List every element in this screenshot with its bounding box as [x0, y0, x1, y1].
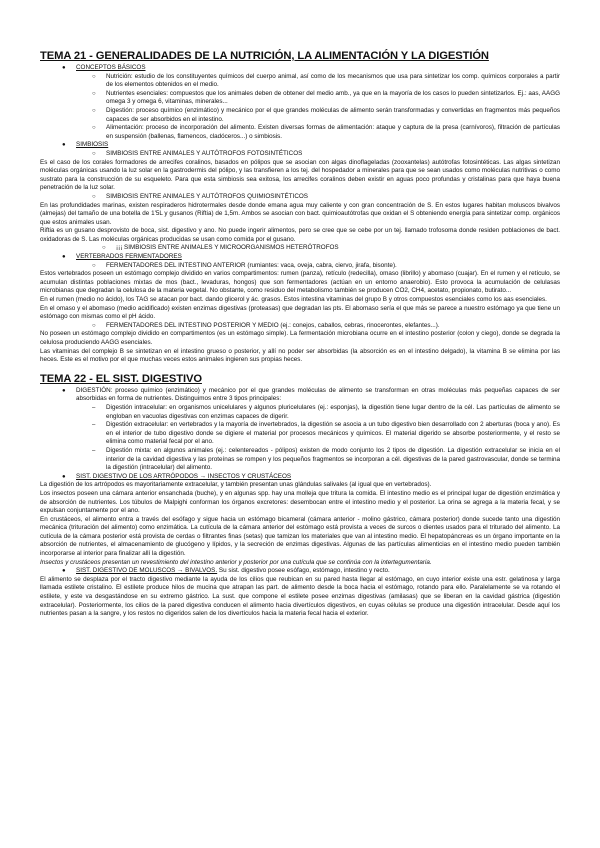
list-item: [40, 387, 560, 404]
circle-bullet-icon: ○: [92, 125, 96, 132]
concepto-nutrientes: Nutrientes esenciales: compuestos que los animales deben de obtener del medio amb., ya que en la mayoría de los casos lo pueden sintetizarlos. Ej.: aas, AAGG omega 3 y omega 6, vitaminas, minerales...: [106, 89, 560, 106]
circle-bullet-icon: ○: [92, 193, 96, 200]
list-item: [40, 124, 560, 141]
dash-bullet-icon: –: [92, 422, 96, 429]
moluscos-inline: Su sist. digestivo posee esófago, estómago, intestino y recto.: [218, 567, 390, 575]
insectos-crustaceos-final: Insectos y crustáceos presentan un revestimiento del intestino anterior y posterior por una cutícula que se continúa con la intertegumentaria.: [40, 558, 432, 566]
bullet-icon: ●: [62, 568, 66, 575]
moluscos-text: El alimento se desplaza por el tracto digestivo mediante la ayuda de los cilios que reubican en su pared hasta llegar al estómago, en cuyo interior existe una estr. gelatinosa y larga llamada estilete cristalino. El estilete produce hilos de mucina que atrapan las part. de alimento desde la boca hacia el estómago, rotando para ello. Paralelamente se va rotando el estilete, y este va desgastándose en su extremo gástrico. La sust. que compone el estilete posee enzimas digestivas (amilasas) que se liberan en la cavidad gástrica (digestión extracelular). Posteriormente, los cilios de la pared digestiva conducen el alimento hacia divertículos digestivos, en cuyas células se produce una digestión intracelular. Desde aquí los nutrientes pasan a la sangre, y los restos no digeridos salen de los divertículos hacia la materia fecal hacia el exterior.: [40, 575, 560, 618]
tema21-title: TEMA 21 - GENERALIDADES DE LA NUTRICIÓN, LA ALIMENTACIÓN Y LA DIGESTIÓN: [40, 50, 489, 62]
digestion-mixta: Digestión mixta: en algunos animales (ej.: celentereados - pólipos) existen de modo conjunto los 2 tipos de digestión. La digestión extracelular se inicia en el interior de la cavidad digestiva y las proteínas se rompen y los pequeños fragmentos se incorporan a cél. digestivas de la pared gastrovascular, donde se termina la digestión (intracelular) del alimento.: [106, 446, 560, 472]
digestion-intracelular: Digestión intracelular: en organismos unicelulares y algunos pluricelulares (ej.: esponjas), la digestión tiene lugar dentro de la cél. Las partículas de alimento se engloban en vacuolas digestivas con enzimas capaces de digerir.: [106, 403, 560, 420]
simbiosis-microorganismos-heading: ¡¡¡ SIMBIOSIS ENTRE ANIMALES Y MICROORGANISMOS HETERÓTROFOS: [116, 244, 339, 252]
bullet-icon: ●: [62, 387, 66, 394]
fermentadores-anterior-heading: FERMENTADORES DEL INTESTINO ANTERIOR (rumiantes: vaca, oveja, cabra, ciervo, jirafa, bisonte).: [106, 261, 397, 269]
concepto-digestion: Digestión: proceso químico (enzimático) y mecánico por el que grandes moléculas de alimento serán transformadas y convertidas en fragmentos más pequeños capaces de ser absorbidos en el intestino.: [106, 106, 560, 123]
circle-bullet-icon: ○: [92, 262, 96, 269]
list-item: [40, 90, 560, 107]
simbiosis-heading: SIMBIOSIS: [76, 141, 109, 149]
moluscos-heading: SIST. DIGESTIVO DE MOLUSCOS → BIVALVOS.: [76, 567, 218, 575]
circle-bullet-icon: ○: [92, 107, 96, 114]
fermentadores-posterior-heading: FERMENTADORES DEL INTESTINO POSTERIOR Y MEDIO (ej.: conejos, caballos, cebras, rinocerontes, elefantes...).: [106, 321, 440, 329]
list-item: [40, 253, 560, 262]
fermentadores-anterior-text-2: En el rumen (medio no ácido), los TAG se atacan por bact. dando glicerol y ác. grasos. Estos intestina vitaminas del grupo B y otros compuestos esenciales como los aas esenciales.: [40, 296, 547, 304]
list-item: [40, 473, 560, 482]
dash-bullet-icon: –: [92, 447, 96, 454]
crustaceos-text: En crustáceos, el alimento entra a través del esófago y sigue hacia un estómago bicameral (cámara anterior - molino gástrico, cámara posterior) donde sucede tanto una digestión mecánica (trituración del alimento) como enzimática. La cutícula de la cámara anterior del estómago está provista a veces de surcos o dientes usados para el triturado del alimento. La cutícula de la cámara posterior está provista de cerdas o filtrantes finas (setas) que tamizan los materiales que van al intestino medio. El hepatopáncreas es un órgano importante en la absorción de nutrientes, el almacenamiento de glucógeno y lípidos, y la secreción de enzimas digestivas. Algunas de las partículas alimenticias en el intestino medio pueden también incorporarse al interior para finalizar allí la digestión.: [40, 515, 560, 558]
list-item: [40, 64, 560, 73]
list-item: [40, 421, 560, 447]
dash-bullet-icon: –: [92, 404, 96, 411]
concepto-alimentacion: Alimentación: proceso de incorporación del alimento. Existen diversas formas de alimentación: ataque y captura de la presa (carnívoros), filtración de partículas en suspensión (ballenas, flamencos, cladóceros...) o simbiosis.: [106, 124, 560, 140]
list-item: [40, 107, 560, 124]
circle-bullet-icon: ○: [92, 90, 96, 97]
simbiosis-quimiosinteticos-heading: SIMBIOSIS ENTRE ANIMALES Y AUTÓTROFOS QUIMIOSINTÉTICOS: [106, 192, 309, 200]
riftia-text: Riftia es un gusano desprovisto de boca, sist. digestivo y ano. No puede ingerir alimentos, pero se cree que se cebe por un tej. llamado trofosoma donde residen poblaciones de bact. oxidadoras de S. Las moléculas orgánicas producidas se usan como comida por el gusano.: [40, 227, 560, 243]
bullet-icon: ●: [62, 65, 66, 71]
list-item: [40, 404, 560, 421]
list-item: [40, 150, 560, 159]
list-item: [40, 567, 560, 576]
fermentadores-posterior-text: No poseen un estómago complejo dividido en compartimentos (es un estómago simple). La fermentación microbiana ocurre en el intestino posterior (colon y ciego), donde se degrada la celulosa produciendo AAGG esenciales.: [40, 330, 560, 346]
circle-bullet-icon: ○: [92, 322, 96, 329]
digestion-extracelular: Digestión extracelular: en vertebrados y la mayoría de invertebrados, la digestión se asocia a un tubo digestivo bien desarrollado con 2 aberturas (boca y ano). Es en el interior de tubo digestivo donde se digiere el material por procesos mecánicos y químicos. El material digerido se absorbe posteriormente, y el resto se elimina como material fecal por el ano.: [106, 421, 560, 446]
conceptos-heading: CONCEPTOS BÁSICOS: [76, 64, 146, 71]
circle-bullet-icon: ○: [92, 150, 96, 157]
fermentadores-anterior-text-3: En el omaso y el abomaso (medio acidificado) existen enzimas digestivas (proteasas) que degradan las pts. El abomaso sería el que más se parece a nuestro estómago ya que tiene un estómago con mismas como el pH ácido.: [40, 304, 560, 321]
simbiosis-quimiosinteticos-text: En las profundidades marinas, existen respiraderos hidrotermales desde donde emana agua muy caliente y con gran concentración de S. En estos lugares habitan moluscos bivalvos (almejas) del tamaño de una botella de 1'5L y gusanos (Riftia) de 1,5m. Ambos se asocian con bact. quimioautótrofas que oxidan el S obteniendo energía para sintetizar comp. orgánicos que estos animales usan.: [40, 201, 560, 226]
artropodos-text: La digestión de los artrópodos es mayoritariamente extracelular, y también presentan unas glándulas salivales (al igual que en vertebrados).: [40, 481, 432, 489]
fermentadores-posterior-text-2: Las vitaminas del complejo B se sintetizan en el intestino grueso o posterior, y allí no poder ser absorbidas (la absorción es en el intestino delgado), la vitamina B se elimina por las heces. Este es el motivo por el que muchas veces estos animales ingieren sus propias heces.: [40, 347, 560, 364]
insectos-text: Los insectos poseen una cámara anterior ensanchada (buche), y en algunas spp. hay una molleja que tritura la comida. El intestino medio es el principal lugar de digestión enzimática y de absorción de nutrientes. Los túbulos de Malpighi conforman los órganos excretores: desembocan entre el intestino medio y el posterior. La orina se agrega a la materia fecal, y se expulsan conjuntamente por el ano.: [40, 489, 560, 515]
list-item: [40, 193, 560, 202]
list-item: [40, 262, 560, 271]
circle-bullet-icon: ○: [92, 73, 96, 80]
simbiosis-fotosinteticos-heading: SIMBIOSIS ENTRE ANIMALES Y AUTÓTROFOS FOTOSINTÉTICOS: [106, 149, 303, 157]
tema22-title: TEMA 22 - EL SIST. DIGESTIVO: [40, 372, 202, 385]
list-item: [40, 244, 560, 253]
concepto-nutricion: Nutrición: estudio de los constituyentes químicos del cuerpo animal, así como de los mecanismos que usa para sintetizar los comp. químicos corporales a partir de los elementos obtenidos en el medio.: [106, 72, 560, 89]
circle-bullet-icon: ○: [102, 245, 106, 252]
bullet-icon: ●: [62, 473, 66, 480]
vertebrados-heading: VERTEBRADOS FERMENTADORES: [76, 253, 182, 261]
list-item: [40, 447, 560, 473]
simbiosis-fotosinteticos-text: Es el caso de los corales formadores de arrecifes coralinos, basados en pólipos que se asocian con algas dinoflageladas (zooxantelas) autótrofas fotosintéticas. Las algas sintetizan moléculas orgánicas usando la luz solar en la gastrodermis del pólipo, y las transfieren a los tej. del hospedador a minerales para que se sean usados como moléculas nutritivas o como sustrato para la construcción de su esqueleto. Para que esta simbiosis sea exitosa, los arrecifes coralinos deben existir en aguas poco profundas y cristalinas para que haya buena penetración de la luz solar.: [40, 158, 560, 192]
fermentadores-anterior-text: Estos vertebrados poseen un estómago complejo dividido en varios compartimentos: rumen (panza), retículo (redecilla), omaso (librillo) y abomaso (cuajar). En el rumen y el retículo, se acumulan distintas poblaciones mixtas de mos (bact., levaduras, hongos) que son fermentadores (actúan en un entorno anaerobio). Esto provoca la acumulación de celulasas microbianas que degradan la celulosa de la materia vegetal. No obstante, como residuo del metabolismo también se producen CO2, CH4, acetato, propionato, butirato...: [40, 270, 560, 295]
digestion-intro: DIGESTIÓN: proceso químico (enzimático) y mecánico por el que grandes moléculas de alimento se transforman en otras moléculas más pequeñas capaces de ser absorbidas en forma de nutrientes. Distinguimos entre 3 tipos principales:: [76, 386, 560, 403]
list-item: [40, 141, 560, 150]
bullet-icon: ●: [62, 254, 66, 261]
list-item: [40, 322, 560, 331]
list-item: [40, 73, 560, 90]
bullet-icon: ●: [62, 142, 66, 149]
artropodos-heading: SIST. DIGESTIVO DE LOS ARTRÓPODOS → INSECTOS Y CRUSTÁCEOS: [76, 472, 292, 480]
